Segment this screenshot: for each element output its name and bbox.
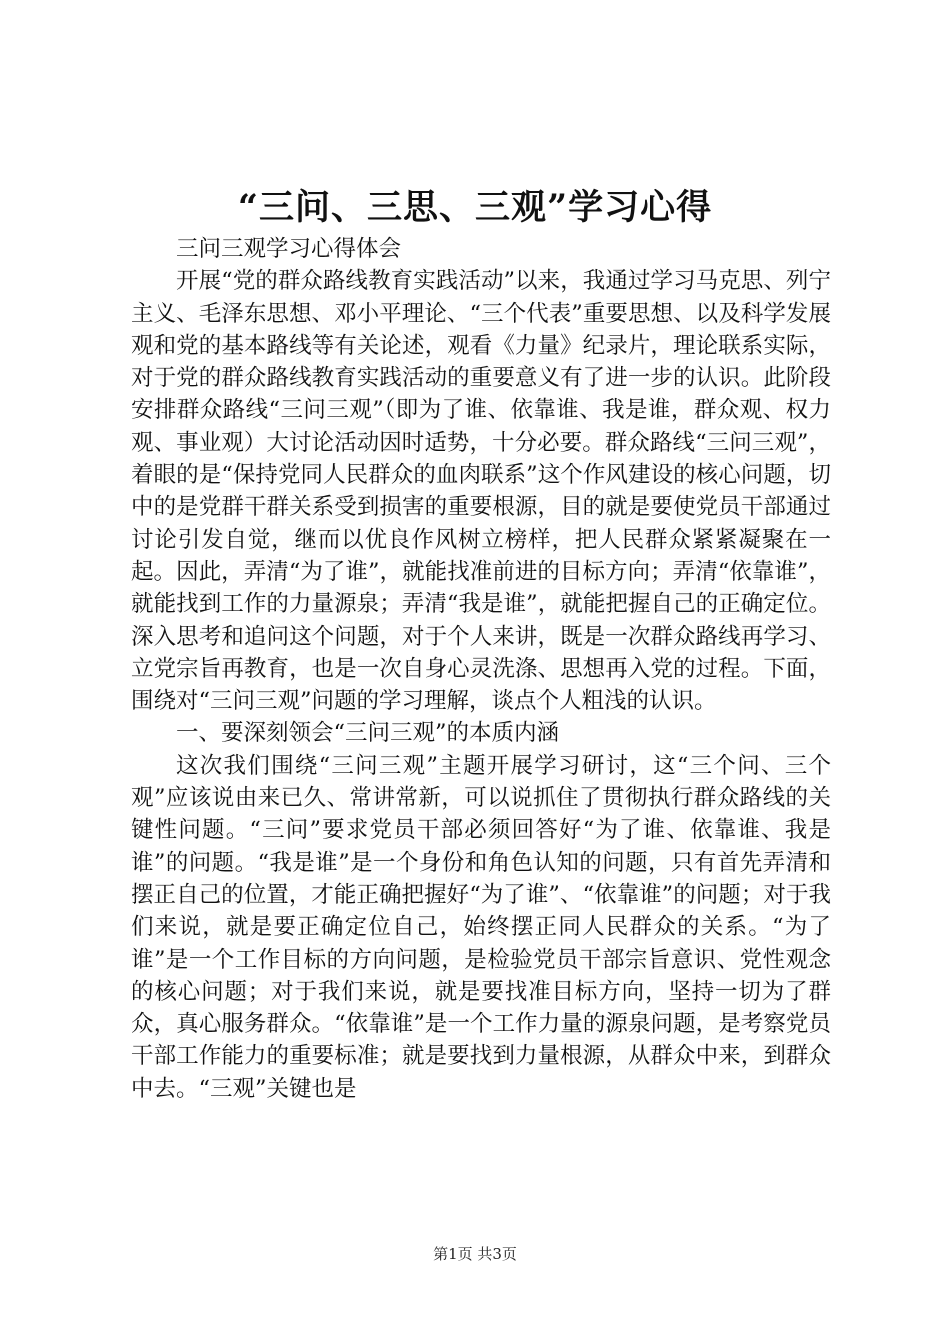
page-number-footer: 第1页 共3页: [433, 1245, 517, 1263]
subtitle-paragraph: 三问三观学习心得体会: [176, 236, 402, 262]
document-title: “三问、三思、三观”学习心得: [237, 187, 713, 228]
section-paragraph: 这次我们围绕“三问三观”主题开展学习研讨，这“三个问、三个观”应该说由来已久、常讲常新，可以说抓住了贯彻执行群众路线的关键性问题。“三问”要求党员干部必须回答好“为了谁、依靠谁、我是谁”的问题。“我是谁”是一个身份和角色认知的问题，只有首先弄清和摆正自己的位置，才能正确把握好“为了谁”、“依靠谁”的问题；对于我们来说，就是要正确定位自己，始终摆正同人民群众的关系。“为了谁”是一个工作目标的方向问题，是检验党员干部宗旨意识、党性观念的核心问题；对于我们来说，就是要找准目标方向，坚持一切为了群众，真心服务群众。“依靠谁”是一个工作力量的源泉问题，是考察党员干部工作能力的重要标准；就是要找到力量根源，从群众中来，到群众中去。“三观”关键也是: [131, 752, 831, 1102]
document-body: [131, 233, 831, 1105]
intro-paragraph: 开展“党的群众路线教育实践活动”以来，我通过学习马克思、列宁主义、毛泽东思想、邓小平理论、“三个代表”重要思想、以及科学发展观和党的基本路线等有关论述，观看《力量》纪录片，理论联系实际，对于党的群众路线教育实践活动的重要意义有了进一步的认识。此阶段安排群众路线“三问三观”（即为了谁、依靠谁、我是谁，群众观、权力观、事业观）大讨论活动因时适势，十分必要。群众路线“三问三观”，着眼的是“保持党同人民群众的血肉联系”这个作风建设的核心问题，切中的是党群干群关系受到损害的重要根源，目的就是要使党员干部通过讨论引发自觉，继而以优良作风树立榜样，把人民群众紧紧凝聚在一起。因此，弄清“为了谁”，就能找准前进的目标方向；弄清“依靠谁”，就能找到工作的力量源泉；弄清“我是谁”，就能把握自己的正确定位。深入思考和追问这个问题，对于个人来讲，既是一次群众路线再学习、立党宗旨再教育，也是一次自身心灵洗涤、思想再入党的过程。下面，围绕对“三问三观”问题的学习理解，谈点个人粗浅的认识。: [131, 268, 831, 715]
section-heading: 一、要深刻领会“三问三观”的本质内涵: [176, 720, 560, 747]
